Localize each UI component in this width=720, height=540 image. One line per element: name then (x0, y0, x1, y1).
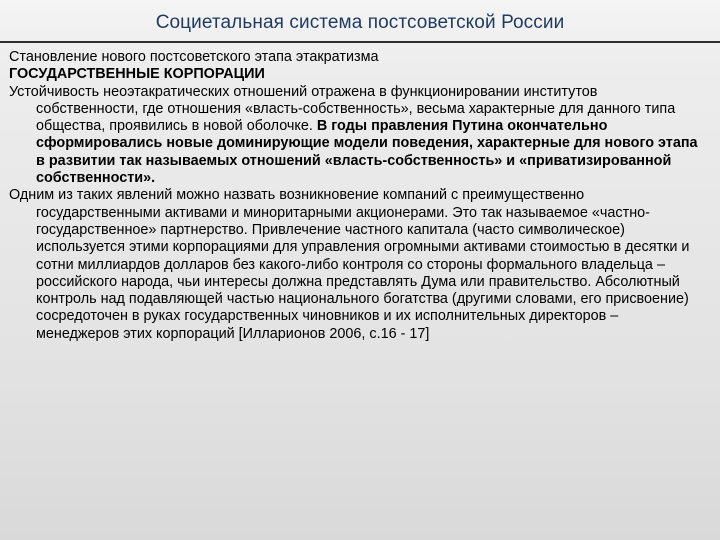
section-subheading: ГОСУДАРСТВЕННЫЕ КОРПОРАЦИИ (9, 66, 265, 83)
slide-title: Социетальная система постсоветской России (155, 12, 565, 33)
paragraph-1 (9, 84, 699, 188)
paragraph-2: Одним из таких явлений можно назвать возникновение компаний с преимущественно государственными активами и миноритарными акционерами. Это так называемое «частно-государственное» партнерство. Привлечение частного капитала (часто символическое) используется этими корпорациями для управления огромными активами стоимостью в десятки и сотни миллиардов долларов без какого-либо контроля со стороны формального владельца – российского народа, чьи интересы должна представлять Дума или правительство. Абсолютный контроль над подавляющей частью национального богатства (другими словами, его присвоение) сосредоточен в руках государственных чиновников и их исполнительных директоров – менеджеров этих корпораций [Илларионов 2006, с.16 - 17] (9, 187, 690, 342)
title-divider (0, 41, 720, 43)
slide-body (9, 49, 699, 343)
paragraph-1-text: Устойчивость неоэтакратических отношений отражена в функционировании институтов собственности, где отношения «власть-собственность», весьма характерные для данного типа общества, проявились в новой оболочке. (9, 83, 676, 135)
section-heading: Становление нового постсоветского этапа этакратизма (9, 49, 379, 65)
paragraph-1-emphasis: В годы правления Путина окончательно сформировались новые доминирующие модели поведения, характерные для нового этапа в развитии так называемых отношений «власть-собственность» и «приватизированной собственности». (36, 118, 698, 187)
